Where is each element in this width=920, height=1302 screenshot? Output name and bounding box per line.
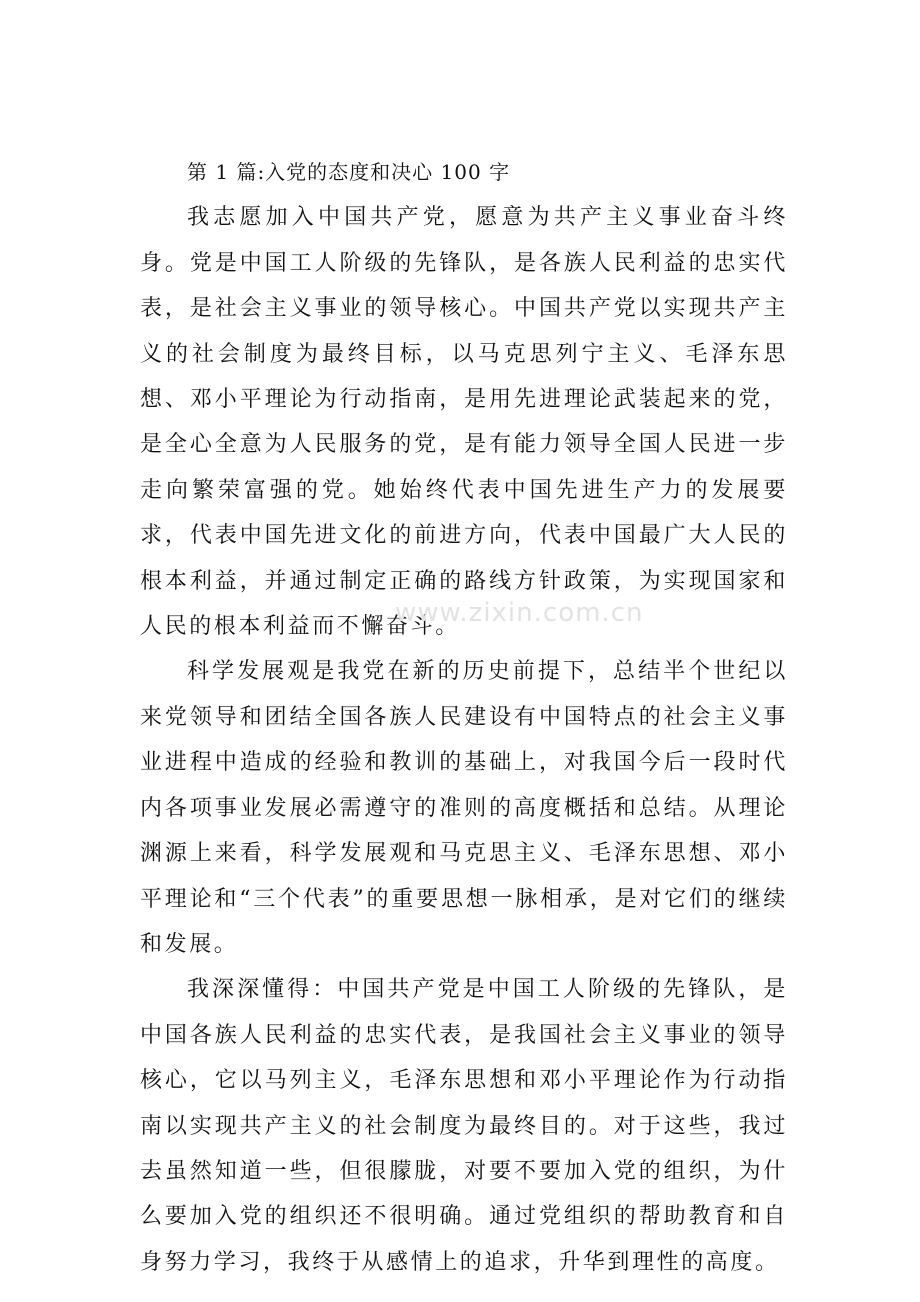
watermark: www.zixin.com.cn (395, 598, 644, 628)
document-page (140, 150, 788, 1285)
paragraph-1: 我志愿加入中国共产党，愿意为共产主义事业奋斗终身。党是中国工人阶级的先锋队，是各族人民利益的忠实代表，是社会主义事业的领导核心。中国共产党以实现共产主义的社会制度为最终目标，以马克思列宁主义、毛泽东思想、邓小平理论为行动指南，是用先进理论武装起来的党，是全心全意为人民服务的党，是有能力领导全国人民进一步走向繁荣富强的党。她始终代表中国先进生产力的发展要求，代表中国先进文化的前进方向，代表中国最广大人民的根本利益，并通过制定正确的路线方针政策，为实现国家和人民的根本利益而不懈奋斗。 (140, 205, 788, 640)
paragraph-2: 科学发展观是我党在新的历史前提下，总结半个世纪以来党领导和团结全国各族人民建设有中国特点的社会主义事业进程中造成的经验和教训的基础上，对我国今后一段时代内各项事业发展必需遵守的准则的高度概括和总结。从理论渊源上来看，科学发展观和马克思主义、毛泽东思想、邓小平理论和“三个代表”的重要思想一脉相承，是对它们的继续和发展。 (140, 659, 788, 957)
paragraph-3: 我深深懂得：中国共产党是中国工人阶级的先锋队，是中国各族人民利益的忠实代表，是我国社会主义事业的领导核心，它以马列主义，毛泽东思想和邓小平理论作为行动指南以实现共产主义的社会制度为最终目的。对于这些，我过去虽然知道一些，但很朦胧，对要不要加入党的组织，为什么要加入党的组织还不很明确。通过党组织的帮助教育和自身努力学习，我终于从感情上的追求，升华到理性的高度。 (140, 977, 788, 1275)
document-heading: 第 1 篇:入党的态度和决心 100 字 (187, 160, 511, 184)
